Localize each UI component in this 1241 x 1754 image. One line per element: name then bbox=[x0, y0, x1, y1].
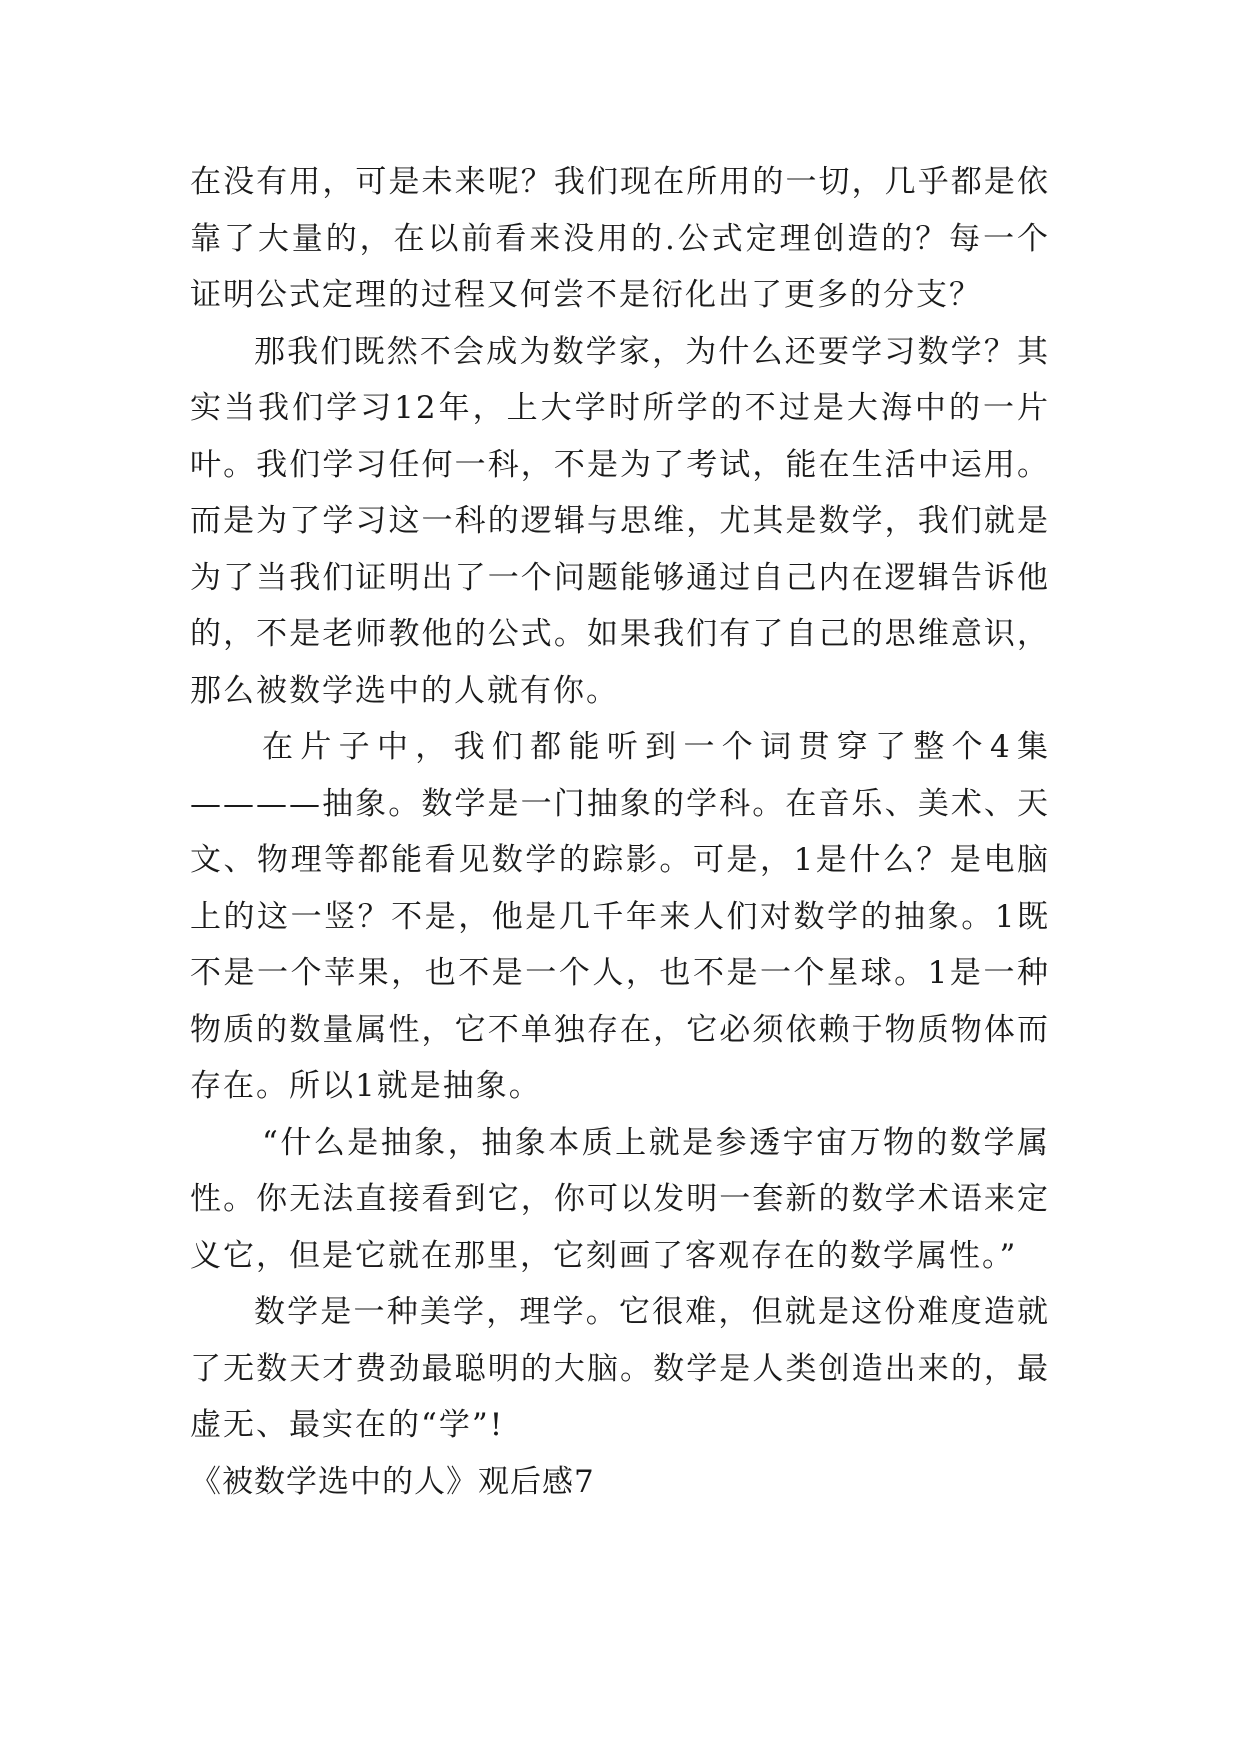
document-body bbox=[190, 154, 1050, 1510]
paragraph-continuation: 在没有用，可是未来呢？我们现在所用的一切，几乎都是依靠了大量的，在以前看来没用的.公式定理创造的？每一个证明公式定理的过程又何尝不是衍化出了更多的分支？ bbox=[190, 164, 1050, 313]
section-heading: 《被数学选中的人》观后感7 bbox=[190, 1463, 595, 1500]
paragraph-why-learn-math: 那我们既然不会成为数学家，为什么还要学习数学？其实当我们学习12年，上大学时所学的不过是大海中的一片叶。我们学习任何一科，不是为了考试，能在生活中运用。而是为了学习这一科的逻辑与思维，尤其是数学，我们就是为了当我们证明出了一个问题能够通过自己内在逻辑告诉他的，不是老师教他的公式。如果我们有了自己的思维意识，那么被数学选中的人就有你。 bbox=[190, 333, 1050, 709]
paragraph-abstraction: 在片子中，我们都能听到一个词贯穿了整个4集————抽象。数学是一门抽象的学科。在音乐、美术、天文、物理等都能看见数学的踪影。可是，1是什么？是电脑上的这一竖？不是，他是几千年来人们对数学的抽象。1既不是一个苹果，也不是一个人，也不是一个星球。1是一种物质的数量属性，它不单独存在，它必须依赖于物质物体而存在。所以1就是抽象。 bbox=[190, 729, 1050, 1104]
paragraph-quote: “什么是抽象，抽象本质上就是参透宇宙万物的数学属性。你无法直接看到它，你可以发明一套新的数学术语来定义它，但是它就在那里，它刻画了客观存在的数学属性。” bbox=[190, 1124, 1050, 1274]
paragraph-conclusion: 数学是一种美学，理学。它很难，但就是这份难度造就了无数天才费劲最聪明的大脑。数学是人类创造出来的，最虚无、最实在的“学”! bbox=[190, 1294, 1050, 1443]
